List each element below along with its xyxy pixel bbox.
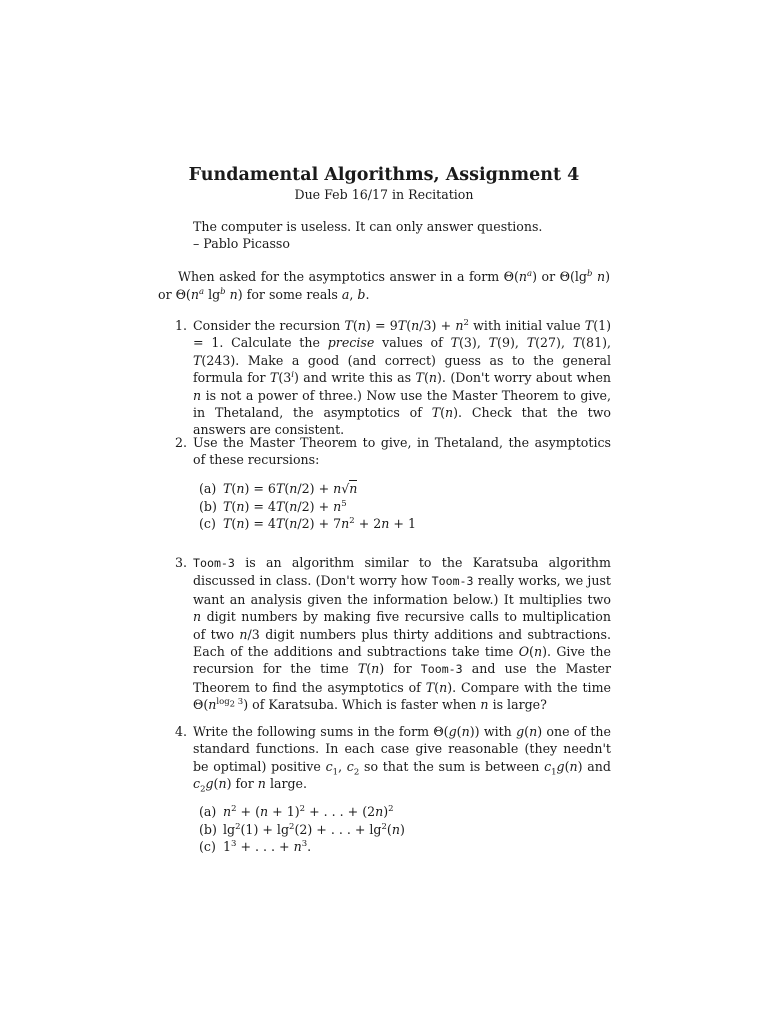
problem-text: is not a power of three.) Now use the Master Theorem to give, in Thetaland, the asymptotics of (193, 387, 611, 421)
part-a: (a) $n^2 + (n + 1)^2$ + . . . + $(2n)^2$ (199, 803, 394, 819)
problem-2-parts (199, 480, 416, 533)
instructions: When asked for the asymptotics answer in a form $\Theta(n^a)$ or $\Theta(\lg^b$ n) or $\Theta(n^a$ $\lg^b n$) for some reals a, b. (158, 268, 610, 302)
part-label: (b) (199, 821, 217, 837)
instructions-text: for some reals (246, 286, 338, 302)
part-label: (b) (199, 498, 217, 514)
problem-text: Consider the recursion (193, 318, 341, 333)
code-term: Toom-3 (420, 662, 463, 677)
problem-text: really works, we just want an analysis given the information below.) It multiplies two (193, 573, 611, 607)
quote-author: – Pablo Picasso (193, 236, 290, 251)
problem-text: digit numbers by making five recursive calls to multiplication of two (193, 609, 611, 642)
problem-text: (Don't worry about when (450, 370, 612, 386)
problem-text: is large? (492, 697, 547, 713)
problem-text: one of the standard functions. In each case give reasonable (they needn't be optimal) positive (193, 724, 611, 774)
problem-text: and use the Master Theorem to find the asymptotics of (193, 661, 611, 695)
problem-text: and (587, 758, 611, 774)
problem-number: 2. (175, 435, 188, 450)
problem-text: and write this as (303, 370, 412, 386)
problem-text: digit numbers plus thirty additions and subtractions. Each of the additions and subtractions take time (193, 626, 611, 660)
problem-text: of Karatsuba. Which is faster when (252, 697, 477, 713)
problem-number: 3. (175, 555, 188, 570)
part-label: (a) (199, 481, 217, 496)
due-date: Due Feb 16/17 in Recitation (294, 187, 474, 202)
problem-text: for (235, 776, 254, 792)
quote-text: The computer is useless. It can only answer questions. (193, 219, 543, 234)
page-title: Fundamental Algorithms, Assignment 4 (188, 165, 580, 185)
problem-4-parts (199, 803, 405, 856)
instructions-text: When asked for the asymptotics answer in a form (178, 269, 500, 284)
problem-1: 1. Consider the recursion $T(n) = 9T(n/3) + n^2$ with initial value T(1) = 1. Calculate the precise values of T(3), T(9), T(27), T(81), T(243). Make a good (and correct) guess as to the general formula for T(3$^i$) and write this as T(n). (Don't worry about when n is not a power of three.) Now use the Master Theorem to give, in Thetaland, the asymptotics of T(n). Check that the two answers are consistent. (175, 317, 612, 438)
part-b: (b) $\lg^2(1) + \lg^2(2)$ + . . . + $\lg^2(n)$ (199, 821, 405, 837)
part-a: (a) T(n) = 6T(n/2) + n√n (199, 481, 358, 496)
part-label: (a) (199, 804, 217, 819)
part-c: (c) $T(n) = 4T(n/2) + 7n^2 + 2n + 1$ (199, 516, 416, 532)
problem-text: Write the following sums in the form (193, 724, 430, 739)
problem-3: 3. Toom-3 is an algorithm similar to the Karatsuba algorithm discussed in class. (Don't worry how Toom-3 really works, we just want an analysis given the information below.) It multiplies two n digit numbers by making five recursive calls to multiplication of two n/3 digit numbers plus thirty additions and subtractions. Each of the additions and subtractions take time O(n). Give the recursion for the time T(n) for Toom-3 and use the Master Theorem to find the asymptotics of T(n). Compare with the time $\Theta(n^{log_2 3})$ of Karatsuba. Which is faster when n is large? (175, 555, 611, 713)
problem-4: 4. Write the following sums in the form Θ(g(n)) with g(n) one of the standard functions. In each case give reasonable (they needn't be optimal) positive $c_1$, $c_2$ so that the sum is between $c_1g(n)$ and $c_2g(n)$ for n large. (175, 724, 611, 795)
part-label: (c) (199, 839, 216, 855)
problem-number: 4. (175, 724, 188, 739)
problem-text: large. (269, 776, 308, 792)
part-b: (b) $T(n) = 4T(n/2) + n^5$ (199, 498, 347, 514)
epigraph (193, 218, 542, 252)
problem-text: Calculate the (231, 335, 320, 351)
instructions-text: or (541, 269, 556, 284)
problem-text: Make a good (and correct) guess as to the general formula for (193, 352, 611, 386)
instructions-text: or (158, 286, 172, 302)
code-term: Toom-3 (193, 556, 235, 570)
part-c: (c) $1^3$ + . . . + $n^3$. (199, 839, 312, 855)
problem-text: Give the recursion for the time (193, 644, 611, 677)
problem-text: Compare with the time (461, 679, 611, 695)
problem-text: Use the Master Theorem to give, in Thetaland, the asymptotics of these recursions: (193, 435, 611, 468)
problem-2 (175, 434, 611, 469)
emphasis: precise (327, 335, 375, 351)
problem-text: with initial value (473, 318, 581, 333)
problem-text: with (483, 724, 512, 739)
code-term: Toom-3 (431, 574, 474, 589)
part-label: (c) (199, 516, 216, 532)
problem-text: Check that the two answers are consistent. (193, 405, 611, 438)
problem-number: 1. (175, 318, 188, 333)
problem-text: for (393, 661, 412, 677)
problem-text: so that the sum is between (363, 758, 540, 774)
problem-text: is an algorithm similar to the Karatsuba algorithm discussed in class. (Don't worry how (193, 555, 611, 589)
problem-text: values of (382, 335, 443, 351)
